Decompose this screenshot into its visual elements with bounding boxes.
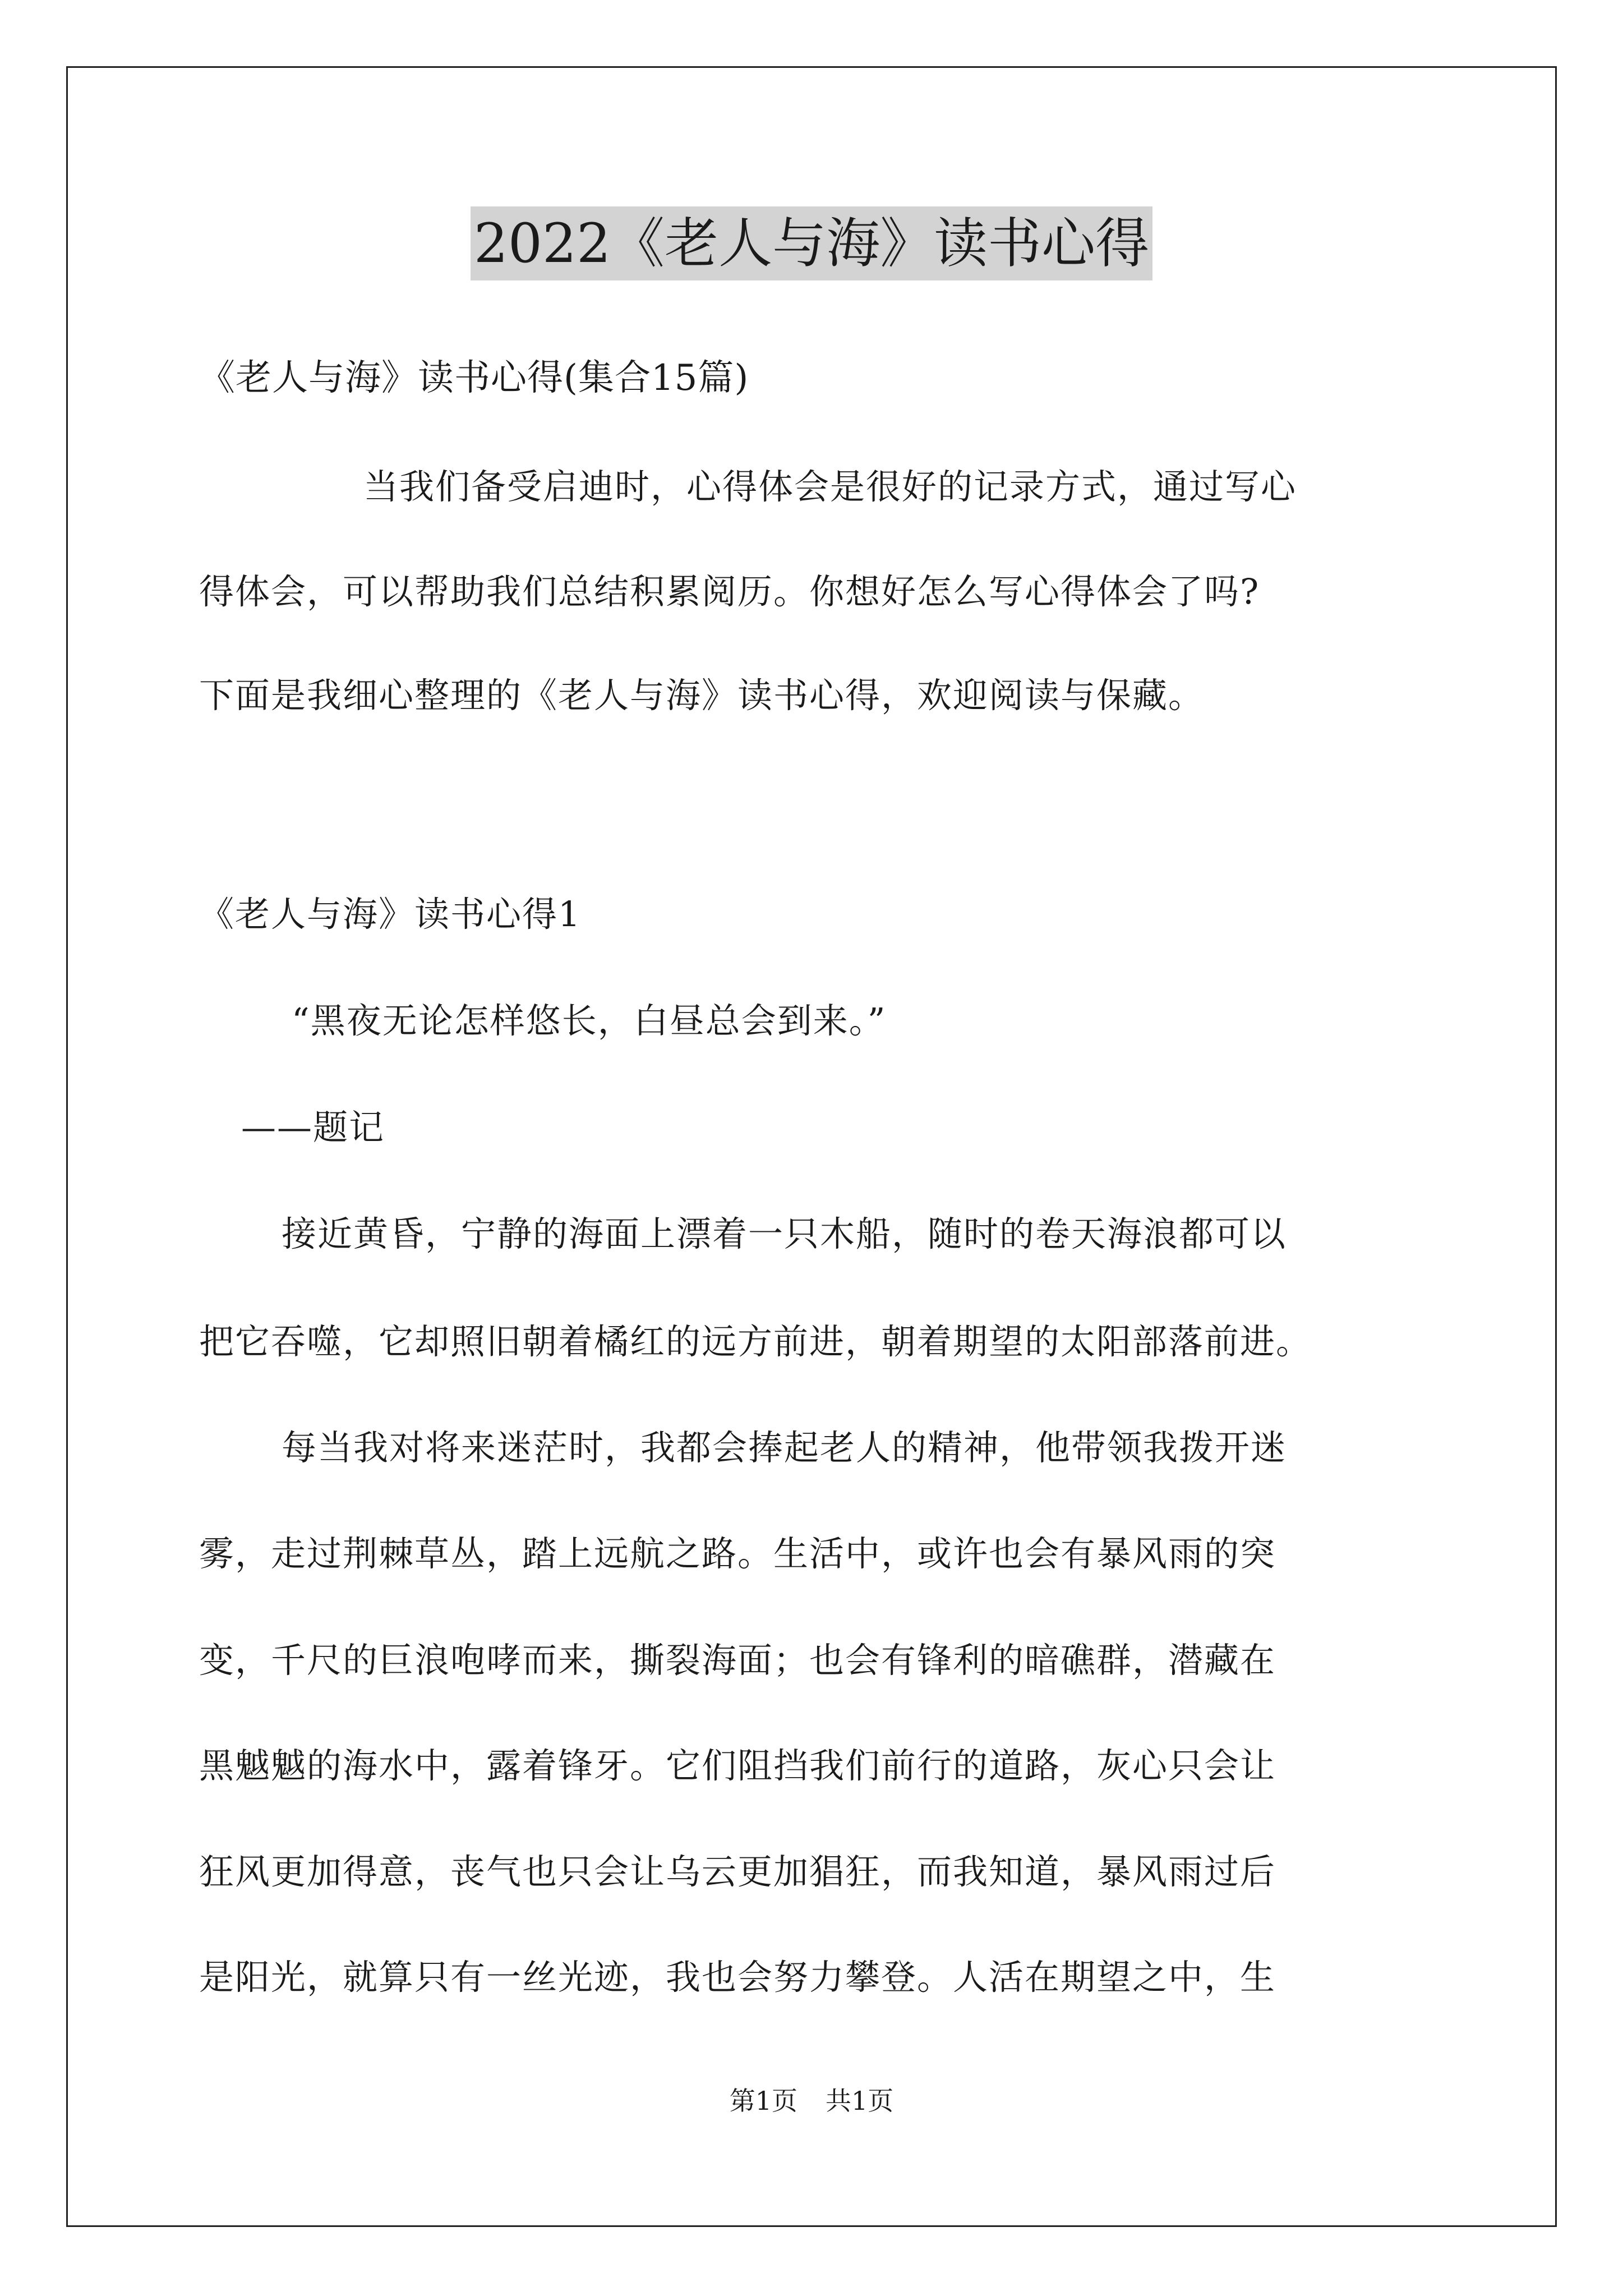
epigraph-source: ——题记 (241, 1107, 385, 1148)
page-total: 共1页 (826, 2086, 894, 2116)
intro-line-1: 当我们备受启迪时，心得体会是很好的记录方式，通过写心 (363, 466, 1297, 507)
section-heading: 《老人与海》读书心得1 (199, 894, 582, 935)
paragraph2-line-3: 变，千尺的巨浪咆哮而来，撕裂海面；也会有锋利的暗礁群，潜藏在 (199, 1640, 1276, 1681)
paragraph1-line-2: 把它吞噬，它却照旧朝着橘红的远方前进，朝着期望的太阳部落前进。 (199, 1321, 1312, 1362)
paragraph2-line-6: 是阳光，就算只有一丝光迹，我也会努力攀登。人活在期望之中，生 (199, 1957, 1276, 1998)
page-footer (0, 2084, 1623, 2118)
paragraph2-line-5: 狂风更加得意，丧气也只会让乌云更加猖狂，而我知道，暴风雨过后 (199, 1851, 1276, 1892)
document-title-text: 2022《老人与海》读书心得 (471, 206, 1152, 280)
paragraph1-line-1: 接近黄昏，宁静的海面上漂着一只木船，随时的卷天海浪都可以 (282, 1213, 1287, 1254)
page-number: 第1页 (729, 2086, 797, 2116)
epigraph: “黑夜无论怎样悠长，白昼总会到来。” (292, 1000, 887, 1041)
paragraph2-line-4: 黑魆魆的海水中，露着锋牙。它们阻挡我们前行的道路，灰心只会让 (199, 1745, 1276, 1786)
document-subtitle: 《老人与海》读书心得(集合15篇) (199, 357, 749, 399)
intro-line-3: 下面是我细心整理的《老人与海》读书心得，欢迎阅读与保藏。 (199, 675, 1205, 716)
document-title (0, 206, 1623, 280)
intro-line-2: 得体会，可以帮助我们总结积累阅历。你想好怎么写心得体会了吗? (199, 571, 1260, 612)
paragraph2-line-1: 每当我对将来迷茫时，我都会捧起老人的精神，他带领我拨开迷 (282, 1427, 1287, 1468)
paragraph2-line-2: 雾，走过荆棘草丛，踏上远航之路。生活中，或许也会有暴风雨的突 (199, 1533, 1276, 1574)
